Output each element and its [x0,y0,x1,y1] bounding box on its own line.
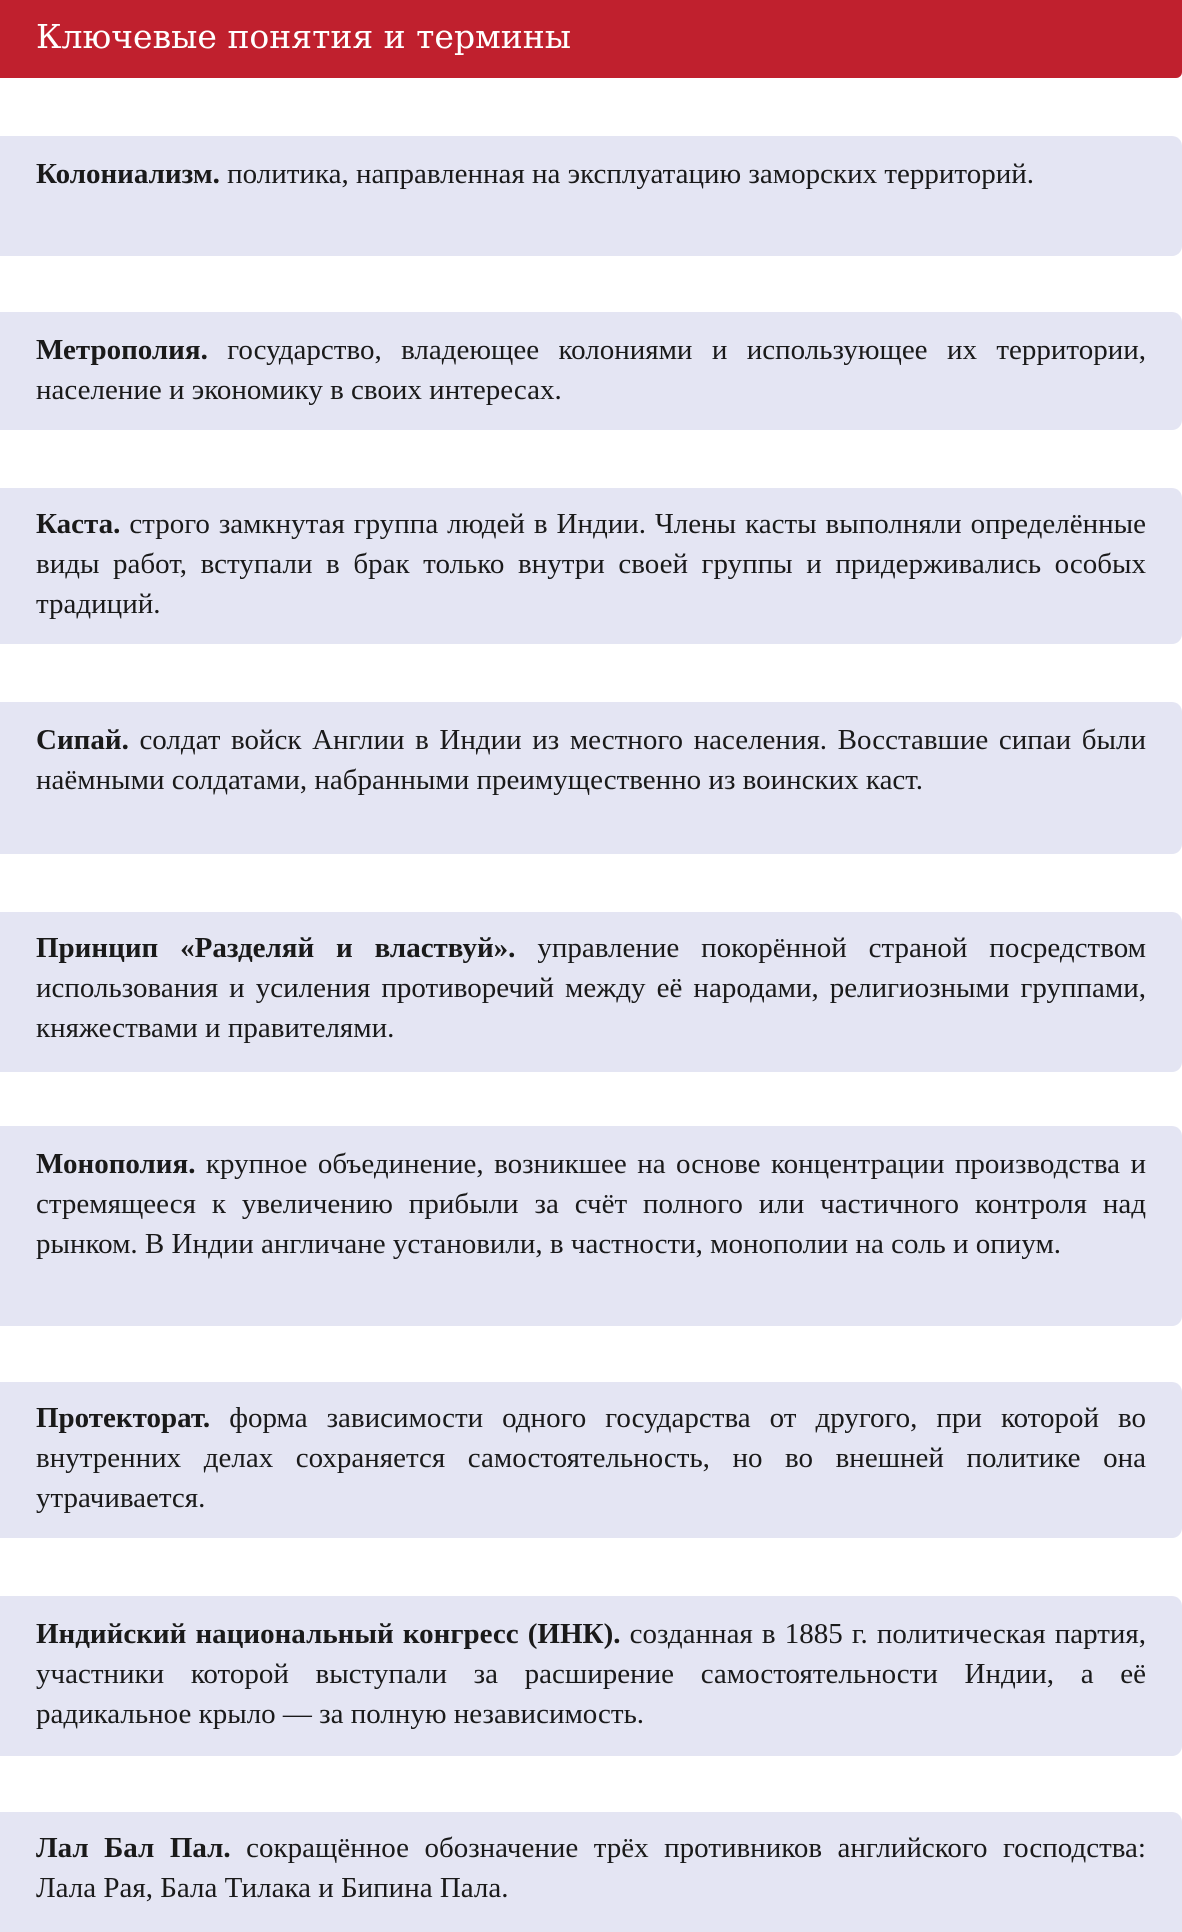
term-card-protectorate [0,1382,1182,1538]
term-name: Принцип «Разделяй и властвуй». [36,932,516,964]
term-card-divide-and-rule [0,912,1182,1072]
term-name: Сипай. [36,724,129,756]
term-card-inc [0,1596,1182,1756]
term-name: Метрополия. [36,334,208,366]
term-card-metropolis [0,312,1182,430]
term-name: Колониализм. [36,158,220,190]
term-definition: строго замкнутая группа людей в Индии. Члены касты выполняли определённые виды работ, вступали в брак только внутри своей группы и придерживались особых традиций. [36,508,1146,620]
term-entry [36,720,1146,800]
term-name: Индийский национальный конгресс (ИНК). [36,1618,621,1650]
term-entry [36,1144,1146,1264]
term-entry [36,154,1146,194]
term-entry [36,1614,1146,1734]
term-entry [36,1398,1146,1518]
term-name: Протекторат. [36,1402,211,1434]
section-header [0,0,1182,78]
term-definition: крупное объединение, возникшее на основе концентрации производства и стремящееся к увеличению прибыли за счёт полного или частичного контроля над рынком. В Индии англичане установили, в частности, монополии на соль и опиум. [36,1148,1147,1260]
term-card-sepoy [0,702,1182,854]
term-definition: сокращённое обозначение трёх противников английского господства: Лала Рая, Бала Тилака и Бипина Пала. [36,1832,1146,1904]
term-entry [36,928,1146,1048]
term-card-colonialism [0,136,1182,256]
section-title: Ключевые понятия и термины [36,17,571,56]
term-entry [36,504,1146,624]
term-definition: политика, направленная на эксплуатацию заморских территорий. [227,158,1034,190]
term-card-caste [0,488,1182,644]
term-card-lal-bal-pal [0,1812,1182,1932]
term-definition: форма зависимости одного государства от другого, при которой во внутренних делах сохраняется самостоятельность, но во внешней политике она утрачивается. [36,1402,1146,1514]
term-card-monopoly [0,1126,1182,1326]
term-name: Лал Бал Пал. [36,1832,231,1864]
term-name: Каста. [36,508,121,540]
term-entry [36,1828,1146,1908]
term-name: Монополия. [36,1148,196,1180]
term-definition: государство, владеющее колониями и использующее их территории, население и экономику в своих интересах. [36,334,1146,406]
term-definition: солдат войск Англии в Индии из местного населения. Восставшие сипаи были наёмными солдатами, набранными преимущественно из воинских каст. [36,724,1147,796]
term-definition: созданная в 1885 г. политическая партия, участники которой выступали за расширение самостоятельности Индии, а её радикальное крыло — за полную независимость. [36,1618,1146,1730]
term-entry [36,330,1146,410]
term-definition: управление покорённой страной посредством использования и усиления противоречий между её народами, религиозными группами, княжествами и правителями. [36,932,1147,1044]
